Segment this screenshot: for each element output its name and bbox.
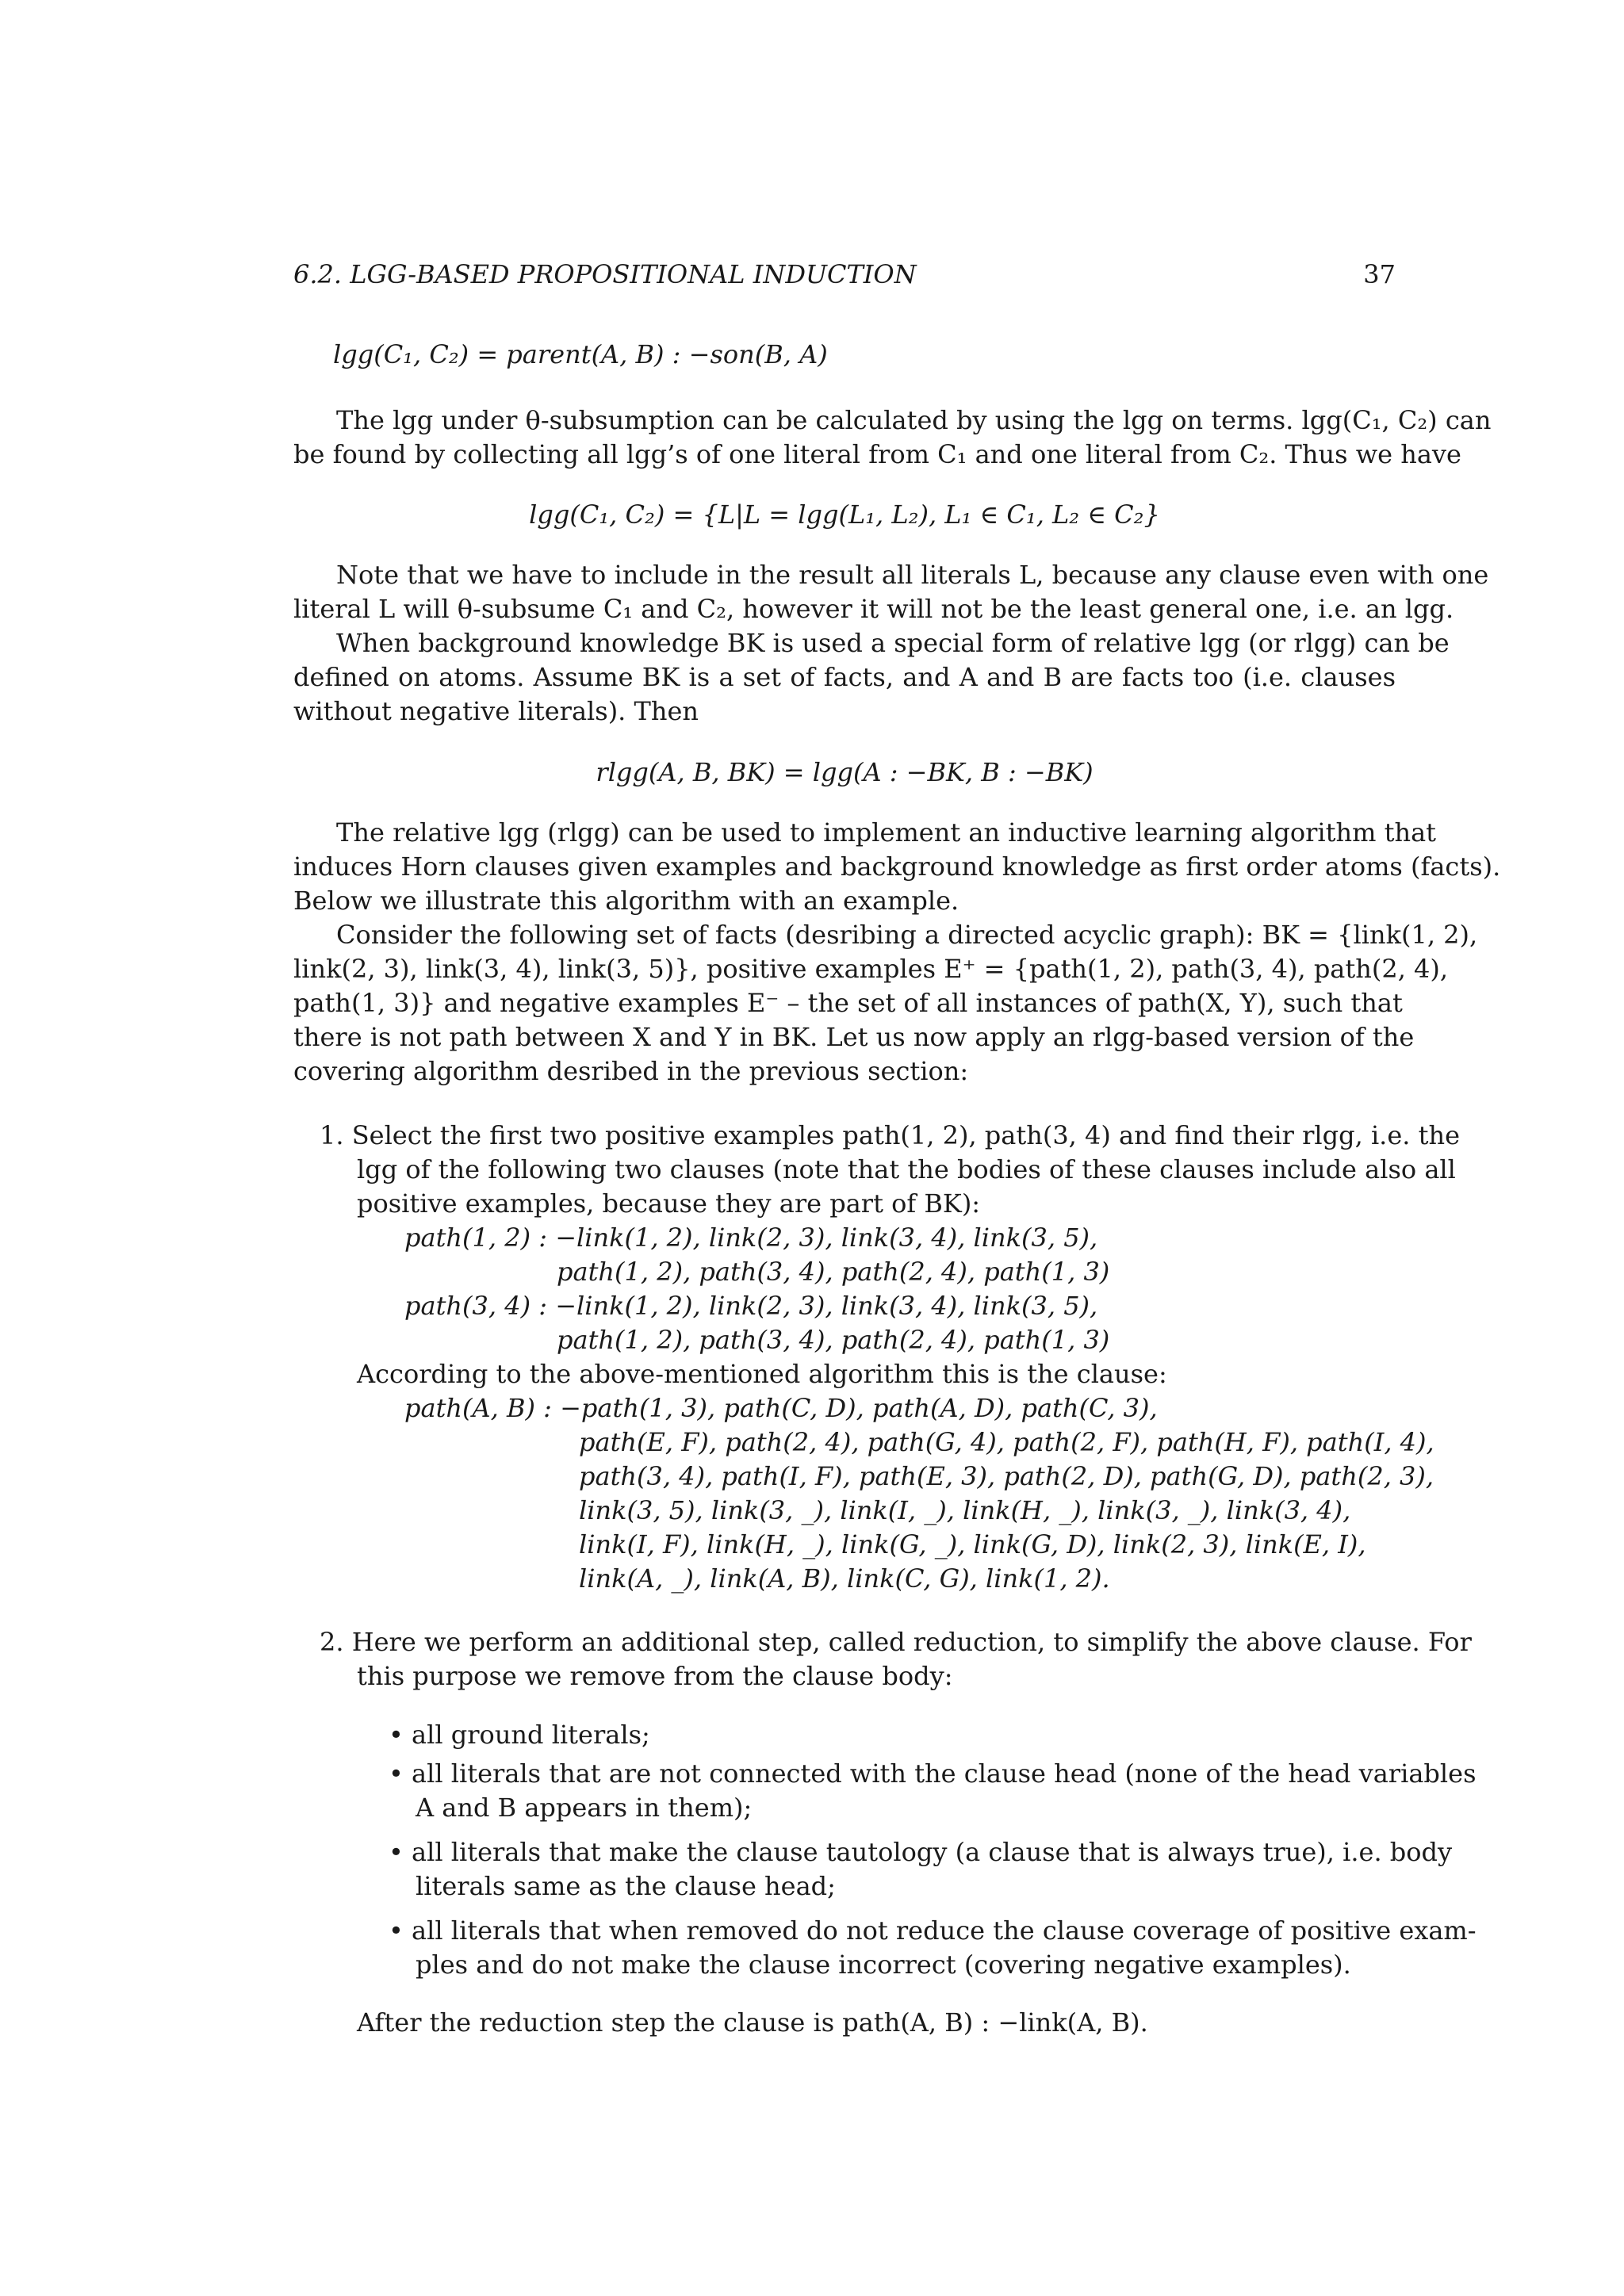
list-item-2-line: this purpose we remove from the clause body:	[357, 1661, 953, 1691]
paragraph-line: Below we illustrate this algorithm with an example.	[293, 886, 959, 916]
bullet-item: • all ground literals;	[389, 1720, 650, 1750]
paragraph-line: induces Horn clauses given examples and background knowledge as first order atoms (facts).	[293, 851, 1501, 882]
paragraph-line: Consider the following set of facts (desribing a directed acyclic graph): BK = {link(1, 2),	[336, 920, 1478, 950]
paragraph-line: The relative lgg (rlgg) can be used to implement an inductive learning algorithm that	[336, 817, 1436, 848]
paragraph-line: defined on atoms. Assume BK is a set of facts, and A and B are facts too (i.e. clauses	[293, 662, 1396, 692]
list-item-2: 2. Here we perform an additional step, called reduction, to simplify the above clause. For	[320, 1627, 1472, 1657]
list-item-1-line: According to the above-mentioned algorithm this is the clause:	[357, 1359, 1167, 1389]
list-item-1-line: lgg of the following two clauses (note that the bodies of these clauses include also all	[357, 1154, 1456, 1184]
bullet-item: • all literals that make the clause tautology (a clause that is always true), i.e. body	[389, 1837, 1453, 1867]
conclusion-line: After the reduction step the clause is path(A, B) : −link(A, B).	[357, 2007, 1148, 2038]
list-item-1: 1. Select the first two positive examples path(1, 2), path(3, 4) and find their rlgg, i.e. the	[320, 1120, 1461, 1150]
bullet-item-line: ples and do not make the clause incorrect (covering negative examples).	[416, 1950, 1351, 1980]
paragraph-line: covering algorithm desribed in the previous section:	[293, 1056, 969, 1086]
paragraph-line: When background knowledge BK is used a special form of relative lgg (or rlgg) can be	[336, 628, 1450, 658]
clause-line: path(1, 2) : −link(1, 2), link(2, 3), link(3, 4), link(3, 5),	[404, 1223, 1098, 1253]
clause-line: path(1, 2), path(3, 4), path(2, 4), path(1, 3)	[557, 1257, 1110, 1287]
section-title: 6.2. LGG-BASED PROPOSITIONAL INDUCTION	[293, 259, 917, 289]
clause-line: path(3, 4), path(I, F), path(E, 3), path(2, D), path(G, D), path(2, 3),	[579, 1461, 1434, 1491]
paragraph-line: there is not path between X and Y in BK. Let us now apply an rlgg-based version of the	[293, 1022, 1415, 1052]
bullet-item-line: literals same as the clause head;	[416, 1871, 836, 1901]
page-number: 37	[1363, 259, 1396, 289]
clause-line: link(A, _), link(A, B), link(C, G), link(1, 2).	[579, 1563, 1110, 1594]
equation-rlgg: rlgg(A, B, BK) = lgg(A : −BK, B : −BK)	[596, 757, 1094, 787]
bullet-item: • all literals that are not connected with the clause head (none of the head variables	[389, 1758, 1477, 1789]
clause-line: path(A, B) : −path(1, 3), path(C, D), path(A, D), path(C, 3),	[404, 1393, 1158, 1423]
equation-lgg-parent: lgg(C₁, C₂) = parent(A, B) : −son(B, A)	[333, 339, 828, 369]
bullet-item: • all literals that when removed do not reduce the clause coverage of positive exam-	[389, 1915, 1477, 1946]
paragraph-line: literal L will θ-subsume C₁ and C₂, however it will not be the least general one, i.e. an lgg.	[293, 594, 1454, 624]
bullet-item-line: A and B appears in them);	[416, 1793, 753, 1823]
running-header	[293, 259, 1396, 299]
paragraph-line: path(1, 3)} and negative examples E⁻ – the set of all instances of path(X, Y), such that	[293, 988, 1403, 1018]
clause-line: path(E, F), path(2, 4), path(G, 4), path(2, F), path(H, F), path(I, 4),	[579, 1427, 1434, 1457]
equation-lgg-set: lgg(C₁, C₂) = {L|L = lgg(L₁, L₂), L₁ ∈ C₁, L₂ ∈ C₂}	[529, 499, 1160, 530]
list-item-1-line: positive examples, because they are part of BK):	[357, 1188, 981, 1219]
paragraph-line: Note that we have to include in the result all literals L, because any clause even with one	[336, 560, 1489, 590]
paragraph-line: without negative literals). Then	[293, 696, 699, 726]
clause-line: path(1, 2), path(3, 4), path(2, 4), path(1, 3)	[557, 1325, 1110, 1355]
clause-line: link(3, 5), link(3, _), link(I, _), link(H, _), link(3, _), link(3, 4),	[579, 1495, 1351, 1525]
paragraph-line: link(2, 3), link(3, 4), link(3, 5)}, positive examples E⁺ = {path(1, 2), path(3, 4), path(2, 4),	[293, 954, 1449, 984]
clause-line: path(3, 4) : −link(1, 2), link(2, 3), link(3, 4), link(3, 5),	[404, 1291, 1098, 1321]
paragraph-line: The lgg under θ-subsumption can be calculated by using the lgg on terms. lgg(C₁, C₂) can	[336, 405, 1492, 435]
paragraph-line: be found by collecting all lgg’s of one literal from C₁ and one literal from C₂. Thus we have	[293, 439, 1461, 469]
clause-line: link(I, F), link(H, _), link(G, _), link(G, D), link(2, 3), link(E, I),	[579, 1529, 1366, 1559]
